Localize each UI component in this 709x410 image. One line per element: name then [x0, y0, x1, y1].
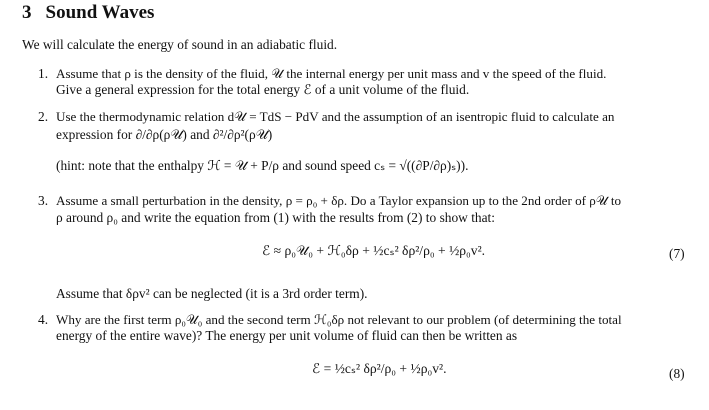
section-title: Sound Waves	[45, 2, 155, 23]
item-3-number: 3.	[38, 193, 49, 208]
equation-8-number: (8)	[669, 366, 685, 381]
section-heading	[22, 2, 154, 24]
section-number: 3	[22, 2, 32, 23]
equation-7-number: (7)	[669, 246, 685, 261]
item-2-hint: (hint: note that the enthalpy ℋ = 𝒰 + P/ρ and sound speed cₛ = √((∂P/∂ρ)ₛ)).	[56, 158, 469, 173]
item-4-line-2: energy of the entire wave)? The energy per unit volume of fluid can then be written as	[56, 328, 518, 343]
item-4-number: 4.	[38, 312, 49, 327]
equation-8: ℰ = ½cₛ² δρ²/ρ₀ + ½ρ₀v².	[312, 361, 447, 376]
item-1-line-1: Assume that ρ is the density of the fluid, 𝒰 the internal energy per unit mass and v the speed of the fluid.	[56, 66, 607, 81]
item-2-line-2: expression for ∂/∂ρ(ρ𝒰) and ∂²/∂ρ²(ρ𝒰)	[56, 127, 273, 142]
item-3-line-2: ρ around ρ₀ and write the equation from (1) with the results from (2) to show that:	[56, 210, 495, 225]
item-1-line-2: Give a general expression for the total energy ℰ of a unit volume of the fluid.	[56, 82, 470, 97]
item-4-line-1: Why are the first term ρ₀𝒰₀ and the second term ℋ₀δρ not relevant to our problem (of determining the total	[56, 312, 622, 327]
intro-paragraph: We will calculate the energy of sound in an adiabatic fluid.	[22, 37, 338, 52]
item-2-line-1: Use the thermodynamic relation d𝒰 = TdS − PdV and the assumption of an isentropic fluid to calculate an	[56, 109, 615, 124]
equation-7: ℰ ≈ ρ₀𝒰₀ + ℋ₀δρ + ½cₛ² δρ²/ρ₀ + ½ρ₀v².	[262, 243, 486, 258]
item-3-line-1: Assume a small perturbation in the density, ρ = ρ₀ + δρ. Do a Taylor expansion up to the 2nd order of ρ𝒰 to	[56, 193, 622, 208]
item-3-note: Assume that δρv² can be neglected (it is a 3rd order term).	[56, 286, 368, 301]
item-1-number: 1.	[38, 66, 49, 81]
item-2-number: 2.	[38, 109, 49, 124]
